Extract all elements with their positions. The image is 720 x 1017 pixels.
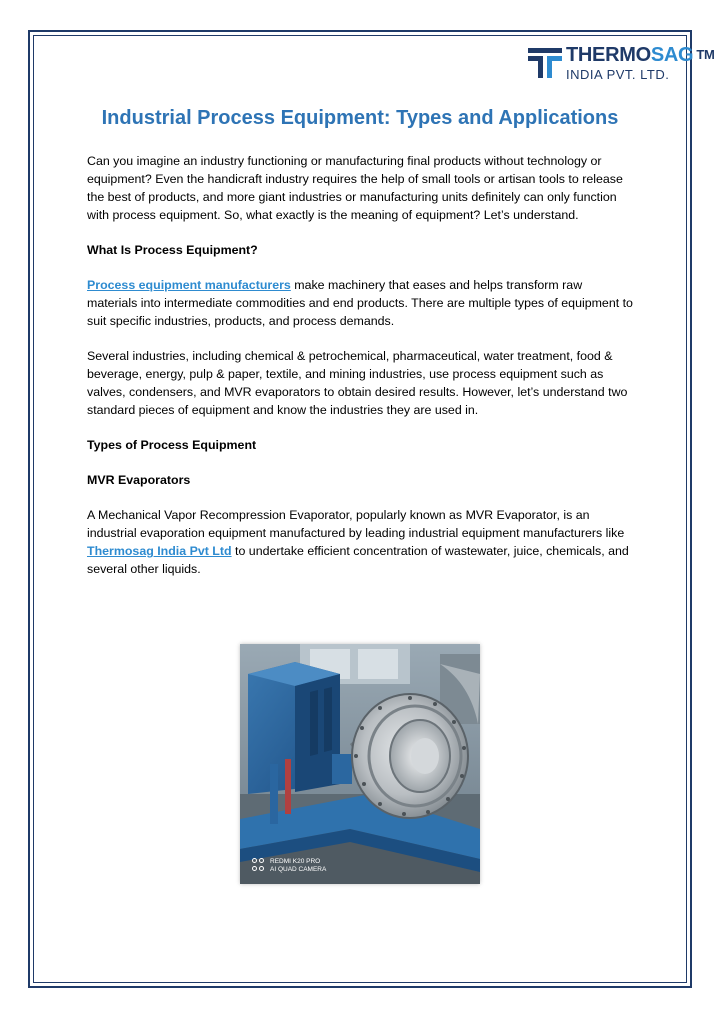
industries-paragraph: Several industries, including chemical & petrochemical, pharmaceutical, water treatment, food & beverage, energy, pulp & paper, textile, and mining industries, use process equipment such as valves, condensers, and MVR evaporators to obtain desired results. However, let’s understand two standard pieces of equipment and know the industries they are used in. xyxy=(87,349,628,417)
article-body xyxy=(87,152,635,595)
company-logo xyxy=(528,44,715,84)
mvr-text-start: A Mechanical Vapor Recompression Evaporator, popularly known as MVR Evaporator, is an industrial evaporation equipment manufactured by leading industrial equipment manufacturers like xyxy=(87,508,625,540)
process-equipment-manufacturers-link[interactable]: Process equipment manufacturers xyxy=(87,278,291,292)
logo-name xyxy=(566,44,715,66)
page-title: Industrial Process Equipment: Types and Applications xyxy=(101,107,619,129)
logo-name-part2: SAG xyxy=(650,44,694,66)
mvr-evaporator-photo xyxy=(240,644,480,884)
section-heading-mvr: MVR Evaporators xyxy=(87,473,191,487)
section-heading-what-is: What Is Process Equipment? xyxy=(87,243,258,257)
thermosag-link[interactable]: Thermosag India Pvt Ltd xyxy=(87,544,232,558)
intro-paragraph: Can you imagine an industry functioning or manufacturing final products without technology or equipment? Even the handicraft industry requires the help of small tools or artisan tools to release the best of products, and more giant industries or manufacturing units definitely can only function with process equipment. So, what exactly is the meaning of equipment? Let’s understand. xyxy=(87,154,623,222)
logo-name-part1: THERMO xyxy=(566,44,651,66)
logo-subtitle: INDIA PVT. LTD. xyxy=(566,67,670,82)
mvr-paragraph xyxy=(87,506,635,578)
definition-text: make machinery that eases and helps transform raw materials into intermediate commodities and end products. There are multiple types of equipment to suit specific industries, products, and process demands. xyxy=(87,278,633,328)
logo-mark-icon xyxy=(528,46,562,80)
mvr-machine-illustration xyxy=(240,644,480,884)
mvr-text-end: to undertake efficient concentration of wastewater, juice, chemicals, and several other liquids. xyxy=(87,544,629,576)
watermark-line2: AI QUAD CAMERA xyxy=(270,866,327,873)
camera-dots-icon xyxy=(252,858,266,874)
section-heading-types: Types of Process Equipment xyxy=(87,438,257,452)
logo-trademark: TM xyxy=(696,47,715,62)
camera-watermark xyxy=(252,858,326,874)
definition-paragraph xyxy=(87,276,635,330)
watermark-line1: REDMI K20 PRO xyxy=(270,858,321,865)
